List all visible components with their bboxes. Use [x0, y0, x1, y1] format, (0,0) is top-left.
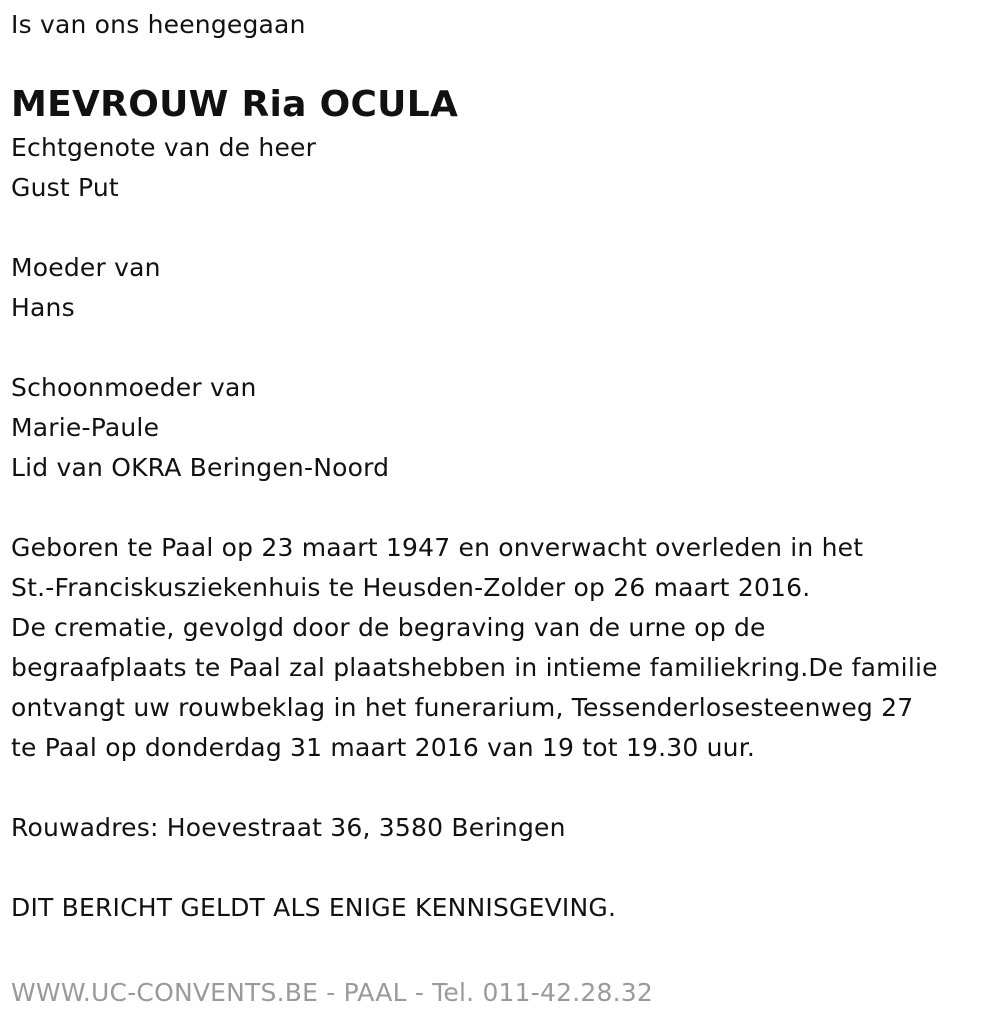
membership-text: Lid van OKRA Beringen-Noord — [11, 453, 390, 482]
mother-label: Moeder van — [11, 253, 161, 282]
body-line: St.-Franciskusziekenhuis te Heusden-Zolder op 26 maart 2016. — [11, 573, 811, 602]
child-in-law-name: Marie-Paule — [11, 413, 160, 442]
deceased-name: MEVROUW Ria OCULA — [11, 84, 459, 125]
body-line: Geboren te Paal op 23 maart 1947 en onverwacht overleden in het — [11, 533, 864, 562]
obituary-notice — [11, 0, 991, 928]
body-line: De crematie, gevolgd door de begraving van de urne op de — [11, 613, 766, 642]
intro-text: Is van ons heengegaan — [11, 10, 306, 39]
spacer — [11, 768, 991, 808]
spouse-name: Gust Put — [11, 173, 119, 202]
spouse-label: Echtgenote van de heer — [11, 133, 317, 162]
body-line: te Paal op donderdag 31 maart 2016 van 19 tot 19.30 uur. — [11, 733, 756, 762]
closing-statement: DIT BERICHT GELDT ALS ENIGE KENNISGEVING. — [11, 893, 617, 922]
spacer — [11, 328, 991, 368]
mother-in-law-label: Schoonmoeder van — [11, 373, 257, 402]
spacer — [11, 488, 991, 528]
spacer — [11, 848, 991, 888]
child-name: Hans — [11, 293, 75, 322]
body-line: ontvangt uw rouwbeklag in het funerarium, Tessenderlosesteenweg 27 — [11, 693, 914, 722]
mourning-address: Rouwadres: Hoevestraat 36, 3580 Beringen — [11, 813, 566, 842]
body-line: begraafplaats te Paal zal plaatshebben in intieme familiekring.De familie — [11, 653, 938, 682]
footer-contact: WWW.UC-CONVENTS.BE - PAAL - Tel. 011-42.28.32 — [11, 978, 653, 1007]
spacer — [11, 208, 991, 248]
